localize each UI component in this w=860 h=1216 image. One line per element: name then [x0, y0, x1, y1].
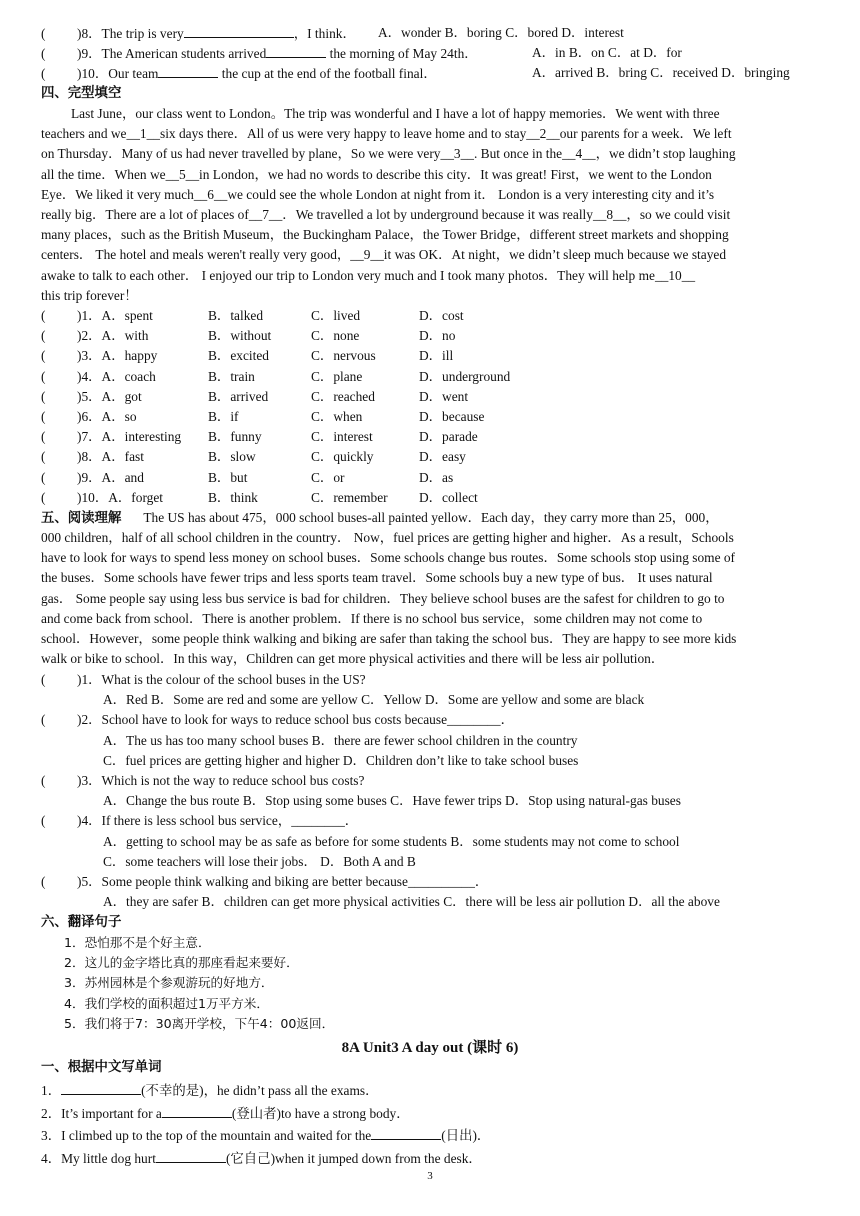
reading-line: gas． Some people say using less bus service is bad for children．They believe school buses are the safest for children to go to [41, 590, 725, 606]
option-d: D．because [419, 409, 485, 424]
option-b: B．if [208, 409, 239, 424]
answer-paren[interactable]: ( [41, 489, 46, 505]
answer-paren[interactable]: ( [41, 388, 46, 404]
option-c: C．none [311, 328, 360, 344]
cloze-line: Eye．We liked it very much__6__we could see the whole London at night from it． London is a very interesting city and it’s [41, 186, 715, 202]
mc-question-9: ( )9．The American students arrived the morning of May 24th． A．in B．on C．at D．for [41, 45, 682, 61]
answer-options: A．Red B．Some are red and some are yellow C．Yellow D．Some are yellow and some are black [103, 692, 645, 708]
cloze-line: really big．There are a lot of places of__7__．We travelled a lot by underground because it was really__8__，so we could visit [41, 207, 731, 222]
cloze-line: teachers and we__1__six days there．All of us were very happy to leave home and to stay__2__our parents for a week．We left [41, 126, 732, 142]
option-b: B．talked [208, 308, 264, 323]
reading-question [41, 872, 820, 892]
option-a: )1．A．spent [77, 308, 153, 323]
answer-paren[interactable]: ( [41, 449, 46, 465]
reading-line: school．However，some people think walking and biking are safer than taking the school bus．They are happy to see more kids [41, 631, 737, 646]
answer-options: A．they are safer B．children can get more physical activities C．there will be less air pollution D．all the above [103, 894, 720, 910]
option-c: C．remember [311, 489, 388, 505]
section-heading-vocab: 一、根据中文写单词 [41, 1060, 162, 1075]
translation-item: 1．恐怕那不是个好主意． [64, 935, 211, 950]
option-d: D．as [419, 469, 454, 485]
option-a: )5．A．got [77, 388, 142, 404]
cloze-line: all the time．When we__5__in London，we had no words to describe this city．It was great! First，we went to the London [41, 166, 712, 182]
option-d: D．parade [419, 429, 478, 445]
option-c: C．when [311, 409, 363, 424]
reading-question [41, 670, 820, 690]
cloze-option-row [41, 488, 820, 508]
translation-item: 5．我们将于7：30离开学校，下午4：00返回． [64, 1015, 335, 1031]
translation-item: 4．我们学校的面积超过1万平方米． [64, 995, 269, 1011]
cloze-line: this trip forever！ [41, 287, 138, 303]
option-b: B．slow [208, 449, 256, 465]
option-b: B．train [208, 368, 255, 384]
option-d: D．ill [419, 348, 454, 364]
option-b: B．without [208, 328, 272, 344]
question-text: )4．If there is less school bus service，________． [77, 813, 359, 829]
reading-line: and come back from school．There is another problem．If there is no school bus service，some children may not come to [41, 610, 703, 626]
answer-blank[interactable] [156, 1148, 226, 1163]
option-a: )6．A．so [77, 409, 137, 424]
answer-blank[interactable] [266, 43, 326, 58]
question-text: )1．What is the colour of the school buses in the US? [77, 672, 366, 687]
option-c: C．or [311, 469, 345, 485]
answer-blank[interactable] [162, 1103, 232, 1118]
page-number: 3 [427, 1170, 433, 1182]
answer-paren[interactable]: ( [41, 368, 46, 384]
vocab-item [41, 1148, 820, 1169]
answer-blank[interactable] [371, 1125, 441, 1140]
cloze-option-row [41, 407, 820, 427]
cloze-option-row [41, 387, 820, 407]
cloze-line: on Thursday．Many of us had never travelled by plane，So we were very__3__. But once in the__4__，we didn’t stop laughing [41, 146, 736, 162]
answer-paren[interactable]: ( [41, 409, 46, 424]
vocab-hint: (它自己)when it jumped down from the desk． [225, 1150, 482, 1166]
option-c: C．quickly [311, 449, 374, 465]
answer-options: A．getting to school may be as safe as before for some students B．some students may not come to school [103, 833, 680, 849]
option-b: B．excited [208, 348, 269, 364]
reading-question [41, 710, 820, 730]
vocab-item [41, 1125, 820, 1146]
vocab-prefix: 3．I climbed up to the top of the mountain and waited for the [41, 1128, 372, 1144]
cloze-option-row [41, 427, 820, 447]
option-a: )8．A．fast [77, 449, 144, 465]
vocab-item [41, 1103, 820, 1124]
vocab-item [41, 1080, 820, 1101]
cloze-option-row [41, 447, 820, 467]
unit-title: 8A Unit3 A day out (课时 6) [341, 1040, 519, 1056]
option-b: B．but [208, 469, 248, 485]
option-b: B．think [208, 489, 258, 505]
translation-item: 2．这儿的金字塔比真的那座看起来要好． [64, 955, 299, 971]
option-d: D．no [419, 328, 456, 344]
reading-line: have to look for ways to spend less money on school buses．Some schools change bus routes．Some schools stop using some of [41, 550, 736, 566]
option-a: )4．A．coach [77, 368, 156, 384]
cloze-line: Last June，our class went to London。The trip was wonderful and I have a lot of happy memories．We went with three [71, 106, 720, 121]
answer-paren[interactable]: ( [41, 874, 46, 889]
answer-options: A．Change the bus route B．Stop using some buses C．Have fewer trips D．Stop using natural-gas buses [103, 793, 681, 809]
answer-paren[interactable]: ( [41, 348, 46, 364]
reading-question [41, 811, 820, 831]
option-d: D．easy [419, 449, 466, 465]
option-c: C．interest [311, 429, 373, 445]
option-a: )3．A．happy [77, 348, 158, 364]
option-d: D．went [419, 388, 469, 404]
vocab-hint: (不幸的是)，he didn’t pass all the exams． [141, 1083, 379, 1098]
reading-line: the buses．Some schools have fewer trips and less sports team travel．Some schools buy a new type of bus． It uses natural [41, 570, 713, 586]
cloze-line: centers． The hotel and meals weren't really very good，__9__it was OK．At night，we didn’t sleep much because we stayed [41, 247, 727, 263]
vocab-prefix: 4．My little dog hurt [41, 1150, 156, 1166]
reading-first-line: 五、阅读理解 The US has about 475，000 school buses-all painted yellow．Each day，they carry more than 25，000， [41, 510, 719, 526]
option-d: D．cost [419, 308, 464, 323]
option-c: C．nervous [311, 348, 376, 364]
cloze-option-row [41, 346, 820, 366]
vocab-hint: (日出)． [441, 1128, 491, 1144]
option-a: )9．A．and [77, 469, 144, 485]
mc-question-10: ( )10．Our team the cup at the end of the football final． A．arrived B．bring C．received D．bringing [41, 65, 790, 81]
answer-paren[interactable]: ( [41, 712, 46, 728]
cloze-option-row [41, 306, 820, 326]
cloze-line: awake to talk to each other． I enjoyed our trip to London very much and I took many photos．They will help me__10__ [41, 267, 696, 283]
answer-options: C．some teachers will lose their jobs． D．Both A and B [103, 853, 416, 869]
option-d: D．collect [419, 489, 478, 505]
reading-question [41, 771, 820, 791]
option-a: )10．A．forget [77, 489, 164, 505]
option-b: B．funny [208, 429, 262, 445]
answer-paren[interactable]: ( [41, 469, 46, 485]
cloze-option-row [41, 326, 820, 346]
question-text: )5．Some people think walking and biking are better because__________． [77, 874, 489, 889]
answer-blank[interactable] [158, 63, 218, 78]
question-text: )3．Which is not the way to reduce school bus costs? [77, 773, 365, 788]
question-text: )2．School have to look for ways to reduce school bus costs because________． [77, 712, 514, 728]
vocab-hint: (登山者)to have a strong body． [231, 1105, 410, 1121]
option-c: C．reached [311, 388, 375, 404]
section-heading-cloze: 四、完型填空 [41, 86, 122, 101]
answer-options: A．The us has too many school buses B．there are fewer school children in the country [103, 732, 578, 748]
answer-paren[interactable]: ( [41, 308, 46, 323]
answer-options: C．fuel prices are getting higher and higher D．Children don’t like to take school buses [103, 752, 579, 768]
section-heading-reading: 五、阅读理解 [41, 511, 122, 526]
answer-paren[interactable]: ( [41, 672, 46, 687]
option-a: )7．A．interesting [77, 429, 182, 445]
cloze-option-row [41, 367, 820, 387]
translation-item: 3．苏州园林是个参观游玩的好地方． [64, 975, 274, 991]
vocab-number: 1． [41, 1083, 62, 1098]
answer-blank[interactable] [61, 1080, 141, 1095]
answer-paren[interactable]: ( [41, 429, 46, 445]
cloze-option-row [41, 468, 820, 488]
option-b: B．arrived [208, 388, 269, 404]
option-c: C．plane [311, 368, 363, 384]
answer-paren[interactable]: ( [41, 773, 46, 788]
option-a: )2．A．with [77, 328, 149, 344]
section-heading-translation: 六、翻译句子 [41, 915, 122, 930]
option-d: D．underground [419, 368, 511, 384]
answer-blank[interactable] [184, 23, 294, 38]
answer-paren[interactable]: ( [41, 328, 46, 344]
mc-question-8: ( )8．The trip is very ，I think． A．wonder B．boring C．bored D．interest [41, 25, 624, 41]
option-c: C．lived [311, 308, 361, 323]
cloze-line: many places，such as the British Museum，the Buckingham Palace，the Tower Bridge，different street markets and shopping [41, 227, 729, 243]
reading-line: walk or bike to school．In this way，Children can get more physical activities and there will be less air pollution． [41, 651, 665, 667]
vocab-prefix: 2．It’s important for a [41, 1105, 162, 1121]
reading-line: 000 children，half of all school children in the country． Now，fuel prices are getting higher and higher．As a result，Schools [41, 530, 734, 545]
answer-paren[interactable]: ( [41, 813, 46, 829]
